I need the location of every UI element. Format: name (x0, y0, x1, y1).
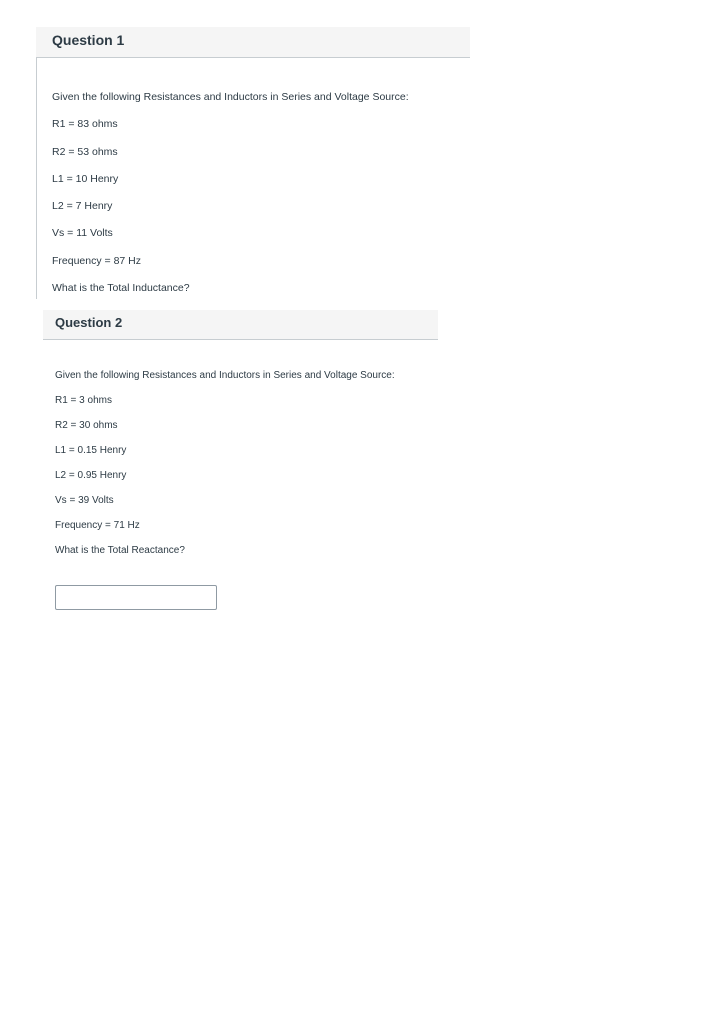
question-1-title: Question 1 (52, 32, 125, 48)
question-1-vs: Vs = 11 Volts (52, 227, 113, 240)
question-2-prompt: Given the following Resistances and Inductors in Series and Voltage Source: (55, 370, 395, 381)
question-1-left-border (36, 58, 37, 299)
question-2-text (55, 369, 445, 569)
question-1-text (52, 90, 472, 308)
question-1-l1: L1 = 10 Henry (52, 172, 119, 185)
question-1-header (36, 27, 470, 58)
question-1-card (36, 27, 470, 299)
question-2-l2: L2 = 0.95 Henry (55, 470, 127, 481)
question-2-l1: L1 = 0.15 Henry (55, 445, 127, 456)
question-1-r1: R1 = 83 ohms (52, 118, 118, 131)
question-1-question: What is the Total Inductance? (52, 282, 190, 295)
question-2-answer-input[interactable] (55, 585, 217, 610)
question-2-vs: Vs = 39 Volts (55, 495, 114, 506)
question-2-frequency: Frequency = 71 Hz (55, 520, 140, 531)
question-1-l2: L2 = 7 Henry (52, 200, 113, 213)
question-2-r2: R2 = 30 ohms (55, 420, 118, 431)
question-1-frequency: Frequency = 87 Hz (52, 254, 142, 267)
question-2-question: What is the Total Reactance? (55, 545, 185, 556)
question-2-title: Question 2 (55, 315, 123, 330)
question-1-r2: R2 = 53 ohms (52, 145, 118, 158)
question-1-prompt: Given the following Resistances and Inductors in Series and Voltage Source: (52, 91, 409, 103)
question-2-r1: R1 = 3 ohms (55, 395, 112, 406)
question-2-header (43, 310, 438, 340)
